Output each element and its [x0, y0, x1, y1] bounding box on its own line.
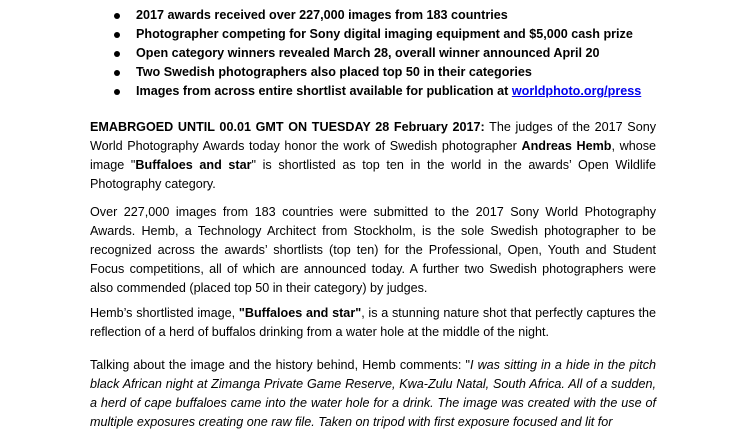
- highlights-list: [90, 6, 730, 101]
- embargo-notice: EMABRGOED UNTIL 00.01 GMT ON TUESDAY 28 February 2017:: [90, 120, 485, 134]
- intro-paragraph: EMABRGOED UNTIL 00.01 GMT ON TUESDAY 28 February 2017: The judges of the 2017 Sony World Photography Awards today honor the work of Swedish photographer Andreas Hemb, whose image "Buffaloes and star" is shortlisted as top ten in the world in the awards’ Open Wildlife Photography category.: [90, 120, 657, 191]
- image-title: Buffaloes and star: [135, 158, 252, 172]
- image-description-paragraph: Hemb’s shortlisted image, "Buffaloes and star", is a stunning nature shot that perfectly captures the reflection of a herd of buffalos drinking from a water hole at the middle of the night.: [90, 306, 656, 339]
- highlight-item: 2017 awards received over 227,000 images from 183 countries: [90, 6, 730, 25]
- press-link[interactable]: worldphoto.org/press: [511, 84, 642, 98]
- highlight-item: Two Swedish photographers also placed top 50 in their categories: [90, 63, 730, 82]
- image-title: "Buffaloes and star": [238, 306, 362, 320]
- photographer-name: Andreas Hemb: [521, 139, 612, 153]
- highlight-item: Images from across entire shortlist available for publication at worldphoto.org/press: [90, 82, 730, 101]
- photographer-quote: I was sitting in a hide in the pitch black African night at Zimanga Private Game Reserve, Kwa-Zulu Natal, South Africa. All of a sudden, a herd of cape buffaloes came into the water hole for a drink. The image was created with the use of multiple exposures creating one raw file. Taken on tripod with first exposure focused and lit for: [90, 358, 657, 429]
- highlight-item: Photographer competing for Sony digital imaging equipment and $5,000 cash prize: [90, 25, 730, 44]
- submissions-paragraph: Over 227,000 images from 183 countries were submitted to the 2017 Sony World Photography Awards. Hemb, a Technology Architect from Stockholm, is the sole Swedish photographer to be recognized across the awards’ shortlists (top ten) for the Professional, Open, Youth and Student Focus competitions, all of which are announced today. A further two Swedish photographers were also commended (placed top 50 in their category) by judges.: [90, 205, 656, 295]
- highlight-item: Open category winners revealed March 28, overall winner announced April 20: [90, 44, 730, 63]
- quote-paragraph: Talking about the image and the history behind, Hemb comments: "I was sitting in a hide in the pitch black African night at Zimanga Private Game Reserve, Kwa-Zulu Natal, South Africa. All of a sudden, a herd of cape buffaloes came into the water hole for a drink. The image was created with the use of multiple exposures creating one raw file. Taken on tripod with first exposure focused and lit for: [90, 358, 657, 429]
